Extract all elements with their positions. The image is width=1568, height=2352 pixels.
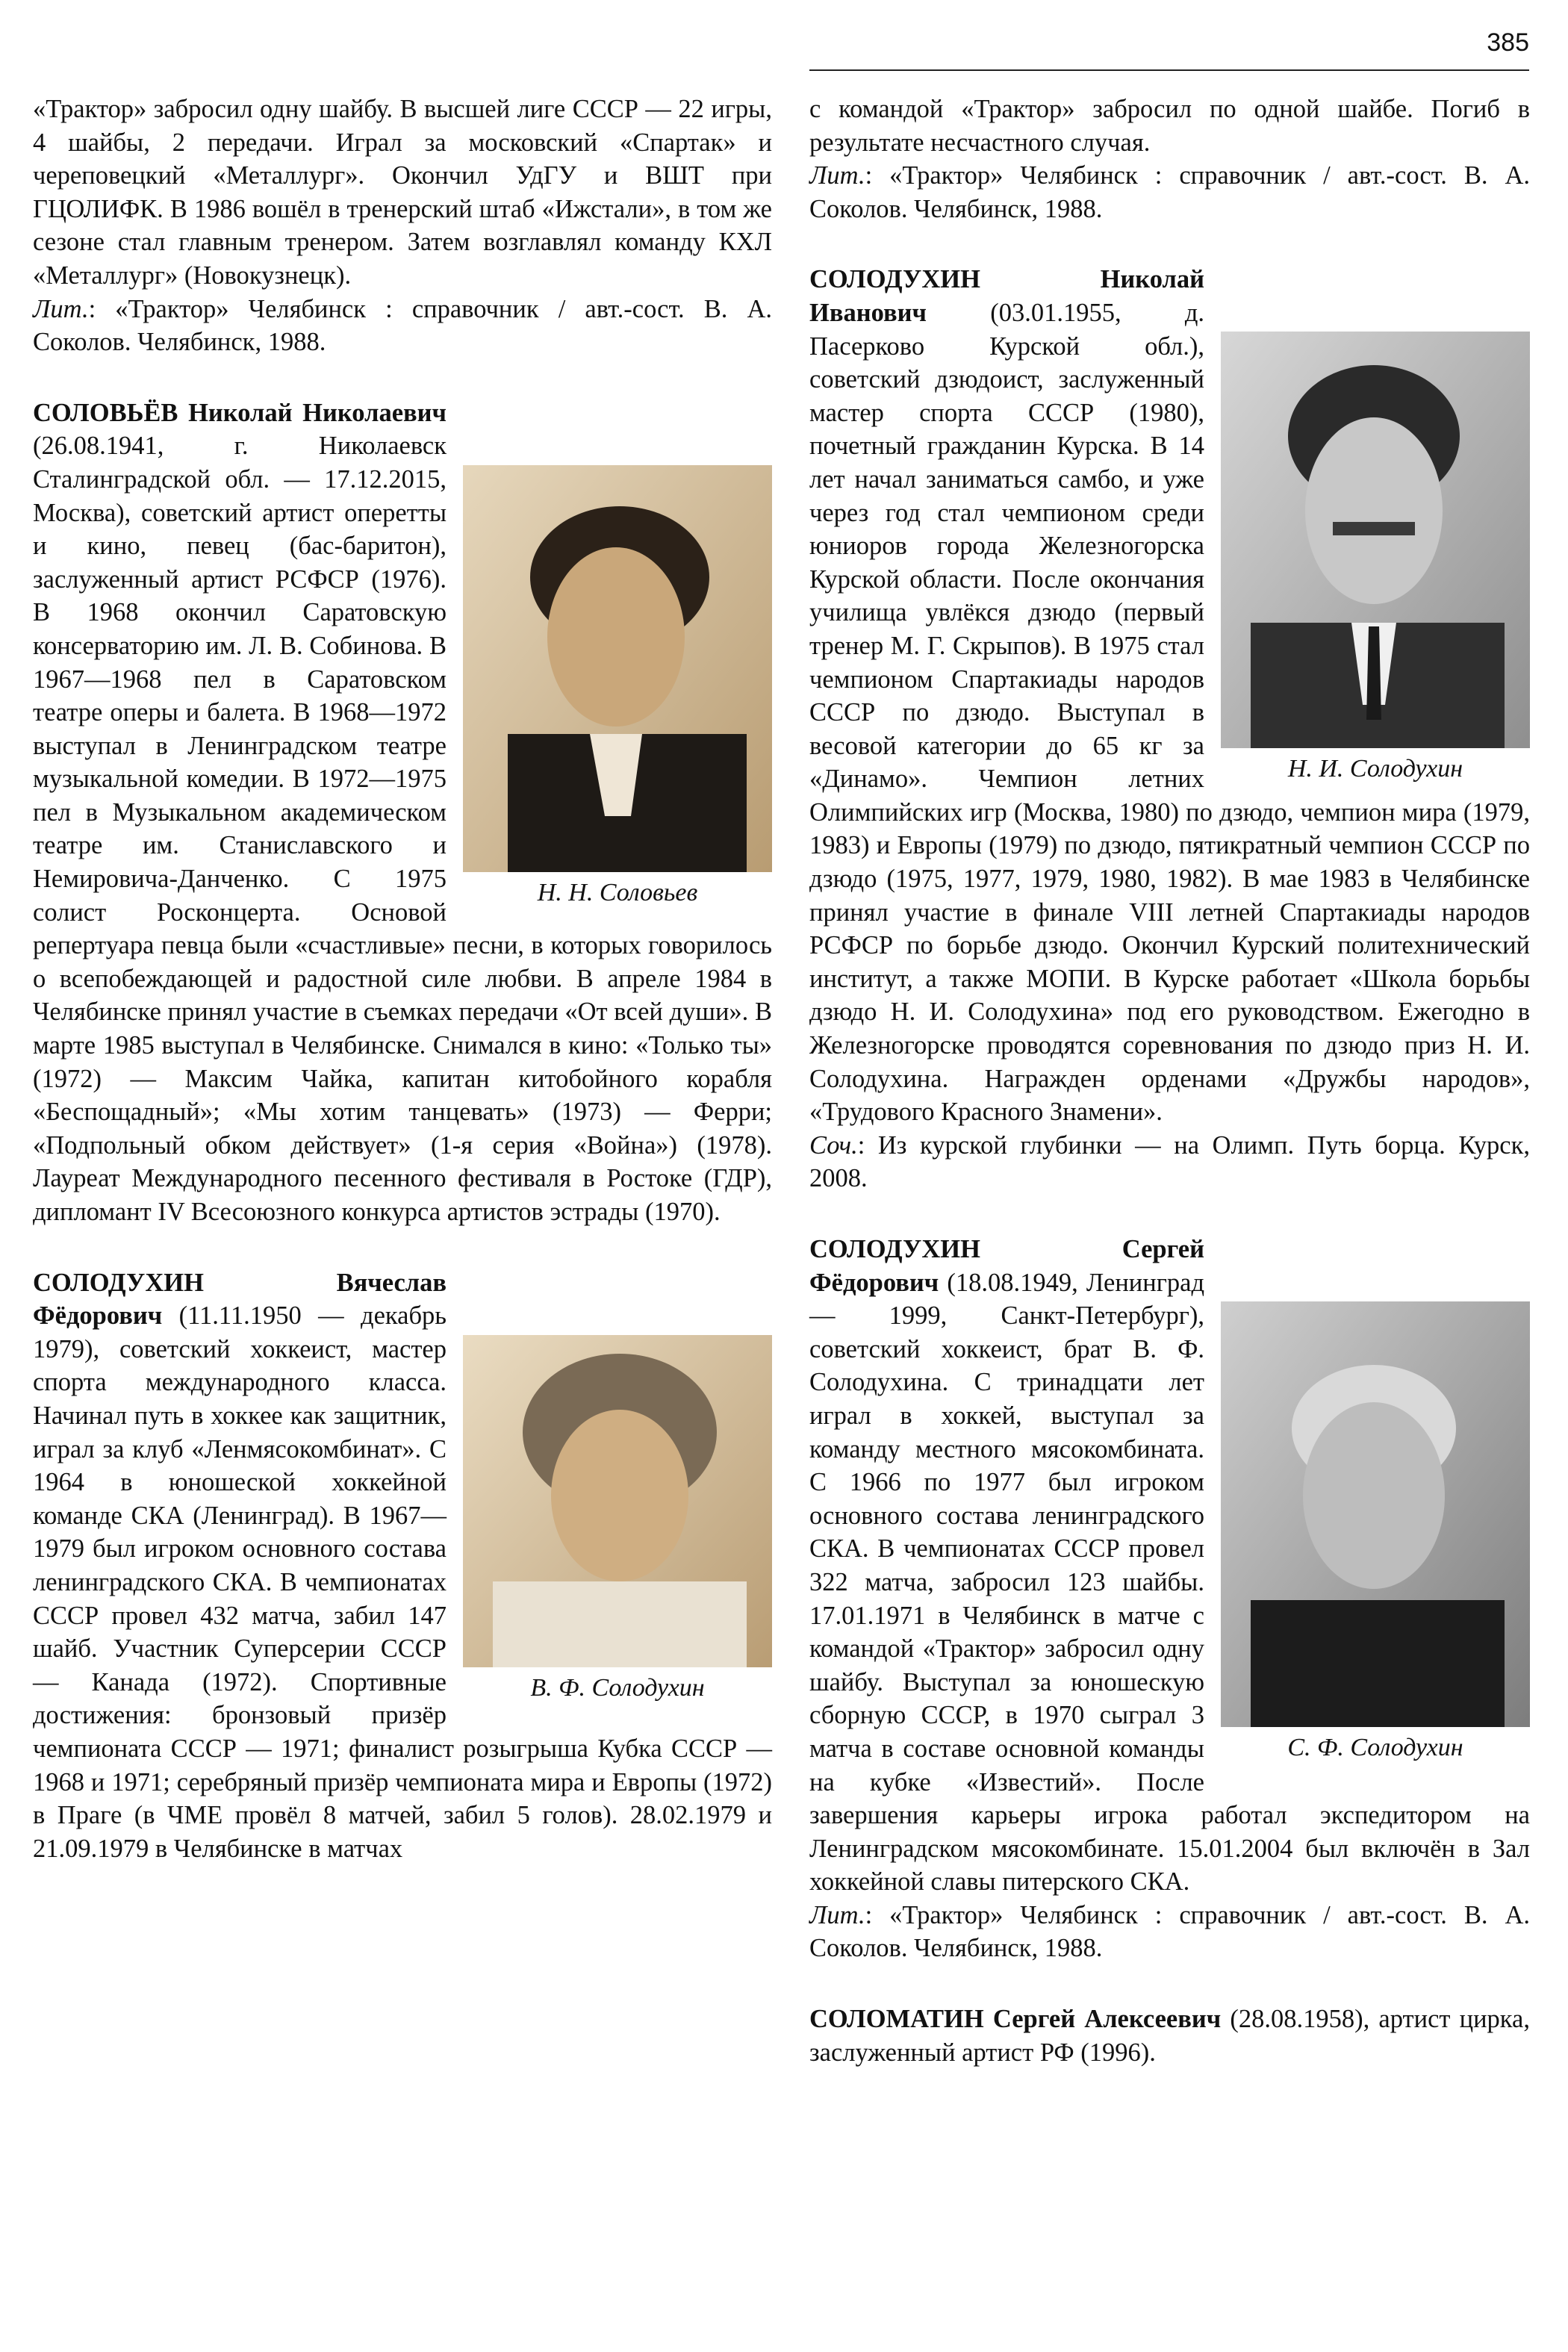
lit-label: Лит. [809,1900,865,1929]
lit-text: : «Трактор» Челябинск : справочник / авт.-сост. В. А. Соколов. Челябинск, 1988. [33,294,772,357]
entry-text: (28.08.1958), артист цирка, заслуженный артист РФ (1996). [809,2005,1530,2067]
entry-literature [809,1899,1530,1965]
right-column [809,93,1530,2069]
entry-text: (18.08.1949, Ленинград — 1999, Санкт-Петербург), советский хоккеист, брат В. Ф. Солодухина. С тринадцати лет играл в хоккей, выступал за команду местного мясокомбината. С 1966 по 1977 был игроком основного состава ленинградского СКА. В чемпионатах СССР провел 322 матча, забросил 123 шайбы. 17.01.1971 в Челябинск в матче с командой «Трактор» забросил одну шайбу. Выступал за юношескую сборную СССР, в 1970 сыграл 3 матча в составе основной команды на кубке «Известий». После завершения карьеры игрока работал экспедитором на Ленинградском мясокомбинате. 15.01.2004 был включён в Зал хоккейной славы питерского СКА. [809,1268,1530,1897]
entry-heading: СОЛОДУХИН Сергей Фёдорович [809,1235,1204,1297]
portrait-soloduhin-s-image [1221,1301,1530,1727]
entry-text: «Трактор» забросил одну шайбу. В высшей лиге СССР — 22 игры, 4 шайбы, 2 передачи. Играл за московский «Спартак» и череповецкий «Металлург». Окончил УдГУ и ВШТ при ГЦОЛИФК. В 1986 вошёл в тренерский штаб «Ижстали», в том же сезоне стал главным тренером. Затем возглавлял команду КХЛ «Металлург» (Новокузнецк). [33,95,772,290]
figure-soloduhin-v [463,1335,772,1705]
portrait-photo-soloduhin-n [1221,332,1530,748]
portrait-photo-soloduhin-v [463,1335,772,1667]
caption-soloduhin-v: В. Ф. Солодухин [530,1673,705,1702]
entry-continuation [33,93,772,293]
soch-label: Соч. [809,1130,858,1160]
entry-soloduhin-n [809,263,1530,1195]
lit-label: Лит. [809,161,865,190]
caption-soloduhin-n: Н. И. Солодухин [1287,755,1463,783]
entry-heading: СОЛОВЬЁВ Николай Николаевич [33,398,447,427]
entry-soloduhin-v [33,1266,772,1866]
entry-solomatin [809,2003,1530,2069]
lit-label: Лит. [33,294,89,323]
entry-soloviev [33,396,772,1229]
entry-text: (26.08.1941, г. Николаевск Сталинградской обл. — 17.12.2015, Москва), советский артист оперетты и кино, певец (бас-баритон), заслуженный артист РСФСР (1976). В 1968 окончил Саратовскую консерваторию им. Л. В. Собинова. В 1967—1968 пел в Саратовском театре оперы и балета. В 1968—1972 выступал в Ленинградском театре музыкальной комедии. В 1972—1975 пел в Музыкальном академическом театре им. Станиславского и Немировича-Данченко. С 1975 солист Росконцерта. Основой репертуара певца были «счастливые» песни, в которых говорилось о всепобеждающей и радостной силе любви. В апреле 1984 в Челябинске принял участие в съемках передачи «От всей души». В марте 1985 выступал в Челябинске. Снимался в кино: «Только ты» (1972) — Максим Чайка, капитан китобойного корабля «Беспощадный»; «Мы хотим танцевать» (1973) — Ферри; «Подпольный обком действует» (1-я серия «Война») (1978). Лауреат Международного песенного фестиваля в Ростоке (ГДР), дипломант IV Всесоюзного конкурса артистов эстрады (1970). [33,432,772,1226]
portrait-soloduhin-n-image [1221,332,1530,748]
entry-heading: СОЛОДУХИН Вячеслав Фёдорович [33,1268,447,1331]
entry-works [809,1129,1530,1195]
entry-heading: СОЛОМАТИН Сергей Алексеевич [809,2005,1222,2034]
portrait-soloduhin-v-image [463,1335,772,1667]
lit-text: : «Трактор» Челябинск : справочник / авт.-сост. В. А. Соколов. Челябинск, 1988. [809,1900,1530,1963]
entry-soloduhin-s [809,1233,1530,1965]
header-rule [809,69,1529,71]
caption-soloduhin-s: С. Ф. Солодухин [1287,1734,1463,1761]
left-column [33,93,772,1865]
entry-text: с командой «Трактор» забросил по одной шайбе. Погиб в результате несчастного случая. [809,95,1530,157]
caption-soloviev: Н. Н. Соловьев [537,878,698,906]
portrait-photo-soloduhin-s [1221,1301,1530,1727]
entry-text: (11.11.1950 — декабрь 1979), советский хоккеист, мастер спорта международного класса. Начинал путь в хоккее как защитник, играл за клуб «Ленмясокомбинат». С 1964 в юношеской хоккейной команде СКА (Ленинград). В 1967—1979 был игроком основного состава ленинградского СКА. В чемпионатах СССР провел 432 матча, забил 147 шайб. Участник Суперсерии СССР — Канада (1972). Спортивные достижения: бронзовый призёр чемпионата СССР — 1971; финалист розыгрыша Кубка СССР — 1968 и 1971; серебряный призёр чемпионата мира и Европы (1972) в Праге (в ЧМЕ провёл 8 матчей, забил 5 голов). 28.02.1979 и 21.09.1979 в Челябинске в матчах [33,1301,772,1863]
entry-continuation [809,93,1530,159]
figure-soloduhin-n [1221,332,1530,785]
entry-literature [33,293,772,359]
figure-soloduhin-s [1221,1301,1530,1764]
entry-literature [809,159,1530,225]
entry-heading: СОЛОДУХИН Николай Иванович [809,265,1204,327]
page-number: 385 [1487,28,1529,57]
soch-text: : Из курской глубинки — на Олимп. Путь борца. Курск, 2008. [809,1130,1530,1193]
portrait-soloviev-image [463,465,772,872]
portrait-photo-soloviev [463,465,772,872]
entry-text: (03.01.1955, д. Пасерково Курской обл.), советский дзюдоист, заслуженный мастер спорта СССР (1980), почетный гражданин Курска. В 14 лет начал заниматься самбо, и уже через год стал чемпионом среди юниоров города Железногорска Курской области. После окончания училища увлёкся дзюдо (первый тренер М. Г. Скрыпов). В 1975 стал чемпионом Спартакиады народов СССР по дзюдо. Выступал в весовой категории до 65 кг за «Динамо». Чемпион летних Олимпийских игр (Москва, 1980) по дзюдо, чемпион мира (1979, 1983) и Европы (1979) по дзюдо, пятикратный чемпион СССР по дзюдо (1975, 1977, 1979, 1980, 1982). В мае 1983 в Челябинске принял участие в финале VIII летней Спартакиады народов РСФСР по борьбе дзюдо. Окончил Курский политехнический институт, а также МОПИ. В Курске работает «Школа борьбы дзюдо Н. И. Солодухина» под его руководством. Ежегодно в Железногорске проводятся соревнования по дзюдо приз Н. И. Солодухина. Награжден орденами «Дружбы народов», «Трудового Красного Знамени». [809,298,1530,1127]
lit-text: : «Трактор» Челябинск : справочник / авт.-сост. В. А. Соколов. Челябинск, 1988. [809,161,1530,223]
figure-soloviev [463,465,772,909]
